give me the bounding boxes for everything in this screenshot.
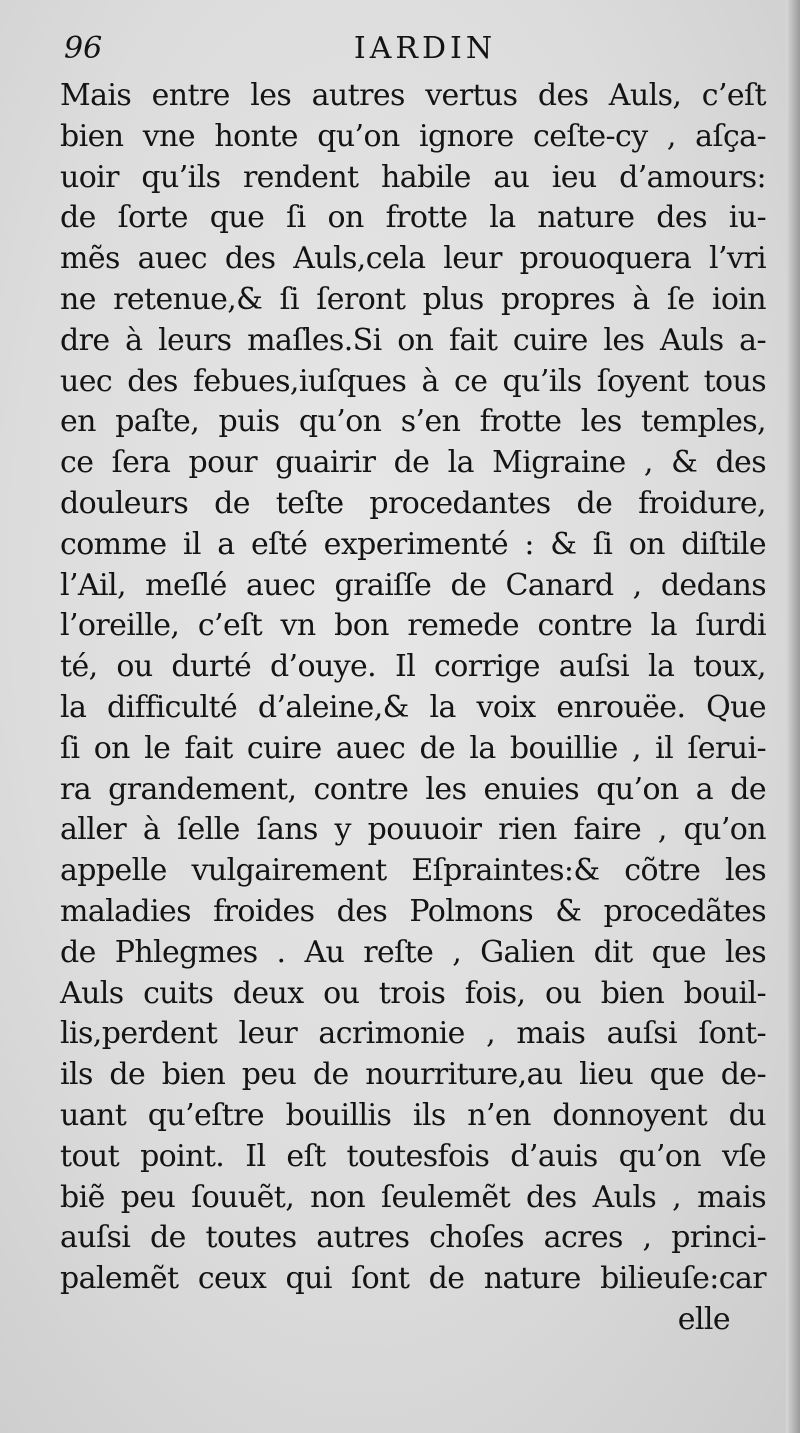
body-text: [60, 76, 766, 1341]
text-line: bien vne honte qu’on ignore ceſte-cy , aſça-: [60, 118, 766, 154]
text-line: ſi on le fait cuire auec de la bouillie , il ſerui-: [60, 730, 766, 766]
text-line: dre à leurs maſles.Si on fait cuire les Auls a-: [60, 322, 766, 358]
catchword: elle: [677, 1301, 730, 1337]
text-line: tout point. Il eſt toutesfois d’auis qu’on vſe: [60, 1138, 766, 1174]
text-line: auſsi de toutes autres choſes acres , princi-: [60, 1220, 766, 1256]
text-line: appelle vulgairement Eſpraintes:& cõtre les: [60, 853, 766, 889]
page-number: 96: [64, 31, 103, 66]
text-line: comme il a eſté experimenté : & ſi on diſtile: [60, 526, 766, 562]
text-line: aller à ſelle ſans y pouuoir rien faire , qu’on: [60, 812, 766, 848]
text-line: uoir qu’ils rendent habile au ieu d’amours:: [60, 159, 766, 195]
text-line: lis,perdent leur acrimonie , mais auſsi ſont-: [60, 1016, 766, 1052]
text-line: té, ou durté d’ouye. Il corrige auſsi la toux,: [60, 649, 766, 685]
text-line: ce ſera pour guairir de la Migraine , & des: [60, 445, 766, 481]
text-line: Auls cuits deux ou trois fois, ou bien bouil-: [60, 975, 766, 1011]
text-line: en paſte, puis qu’on s’en frotte les temples,: [60, 404, 766, 440]
text-line: ne retenue,& ſi ſeront plus propres à ſe ioin: [60, 281, 766, 317]
page-header: [60, 28, 760, 70]
text-line: Mais entre les autres vertus des Auls, c’eſt: [60, 78, 766, 113]
text-line: uant qu’eſtre bouillis ils n’en donnoyent du: [60, 1097, 766, 1133]
text-line: biẽ peu ſouuẽt, non ſeulemẽt des Auls , mais: [60, 1179, 766, 1215]
text-line: uec des febues,iuſques à ce qu’ils ſoyent tous: [60, 363, 766, 399]
page-edge-shadow: [786, 0, 800, 1433]
text-line: l’Ail, meſlé auec graiſſe de Canard , dedans: [60, 567, 766, 603]
text-line: palemẽt ceux qui ſont de nature bilieuſe:car: [60, 1261, 766, 1297]
text-line: ils de bien peu de nourriture,au lieu que de-: [60, 1057, 766, 1093]
text-line: la difficulté d’aleine,& la voix enrouëe. Que: [60, 689, 766, 725]
running-title: IARDIN: [353, 31, 497, 66]
text-line: de ſorte que ſi on frotte la nature des iu-: [60, 200, 766, 236]
text-line: maladies froides des Polmons & procedãtes: [60, 893, 766, 929]
text-line: l’oreille, c’eſt vn bon remede contre la ſurdi: [60, 608, 766, 644]
text-line: mẽs auec des Auls,cela leur prouoquera l’vri: [60, 241, 766, 277]
text-line: de Phlegmes . Au reſte , Galien dit que les: [60, 934, 766, 970]
text-line: ra grandement, contre les enuies qu’on a de: [60, 771, 766, 807]
text-line: douleurs de teſte procedantes de froidure,: [60, 485, 766, 521]
